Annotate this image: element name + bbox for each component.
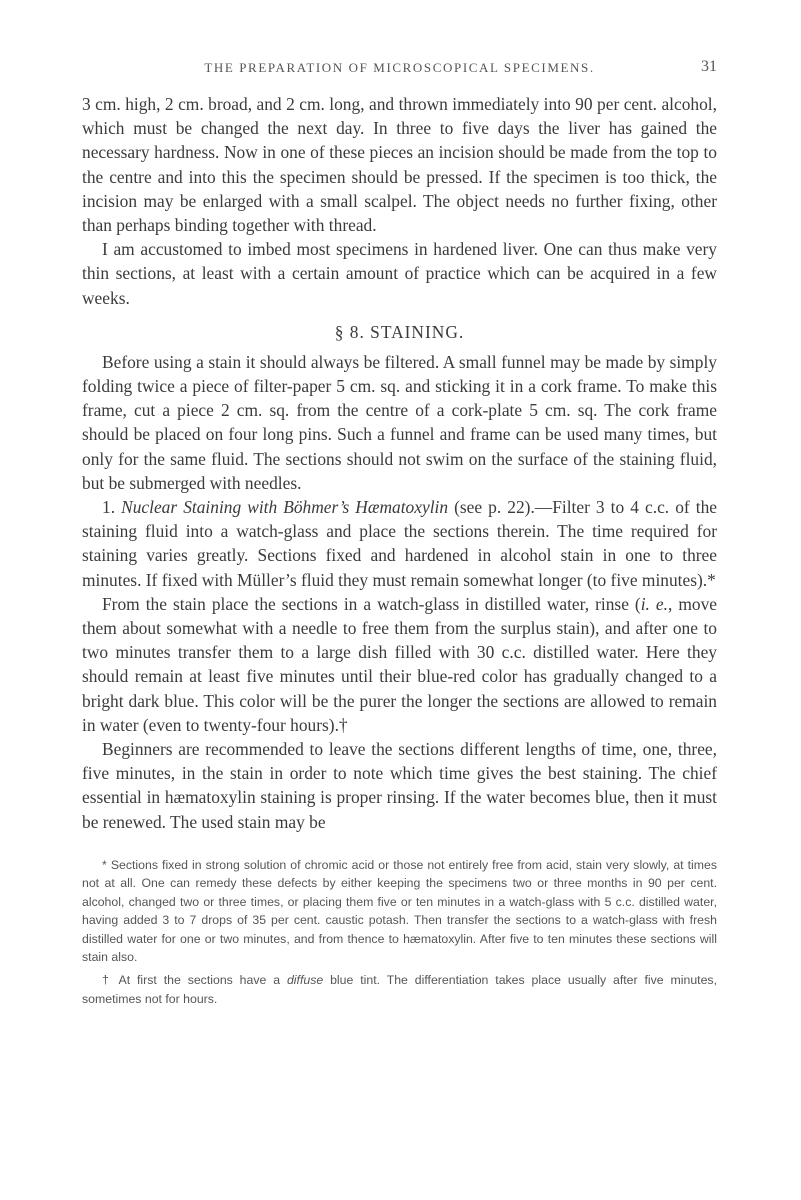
rinsing-text-b: , move them about somewhat with a needle to free them from the surplus stain), and after one to two minutes transfer them to a large dish filled with 30 c.c. distilled water. Here they should remain at least five minutes until their blue-red color has gradually changed to a bright dark blue. This color will be the purer the longer the sections are allowed to remain in water (even to twenty-four hours).† [82,593,717,735]
paragraph-nuclear-staining [82,495,717,592]
footnote-emphasis: diffuse [286,973,324,988]
footnotes [82,856,717,1013]
paragraph-rinsing [82,592,717,737]
footnote-dagger-text-a: † At first the sections have a [102,973,281,988]
item-number: 1. [102,497,116,518]
paragraph-imbedding: I am accustomed to imbed most specimens in hardened liver. One can thus make very thin sections, at least with a certain amount of practice which can be acquired in a few weeks. [82,239,717,308]
item-title: Nuclear Staining with Böhmer’s Hæmatoxylin [121,497,449,518]
footnote-dagger-text-b: blue tint. The differentiation takes place usually after five minutes, sometimes not for hours. [82,973,717,1006]
paragraph-continued: 3 cm. high, 2 cm. broad, and 2 cm. long, and thrown immediately into 90 per cent. alcohol, which must be changed the next day. In three to five days the liver has gained the necessary hardness. Now in one of these pieces an incision should be made from the top to the centre and into this the specimen should be pressed. If the specimen is too thick, the incision may be enlarged with a small scalpel. The object needs no further fixing, other than perhaps binding together with thread. [82,94,717,236]
rinsing-text-a: From the stain place the sections in a watch-glass in distilled water, rinse ( [102,593,641,614]
footnote-dagger [82,971,717,1008]
paragraph-filtering: Before using a stain it should always be filtered. A small funnel may be made by simply folding twice a piece of filter-paper 5 cm. sq. and sticking it in a cork frame. To make this frame, cut a piece 2 cm. sq. from the centre of a cork-plate 5 cm. sq. The cork frame should be placed on four long pins. Such a funnel and frame can be used many times, but only for the same fluid. The sections should not swim on the surface of the staining fluid, but be submerged with needles. [82,351,717,493]
abbrev-ie: i. e. [640,593,668,614]
item-text: (see p. 22).—Filter 3 to 4 c.c. of the staining fluid into a watch-glass and place the sections therein. The time required for staining varies greatly. Sections fixed and hardened in alcohol stain in one to three minutes. If fixed with Müller’s fluid they must remain somewhat longer (to five minutes).* [82,497,717,590]
section-heading: § 8. STAINING. [334,321,465,342]
page-number: 31 [701,58,717,75]
running-head [82,60,717,82]
footnote-asterisk: * Sections fixed in strong solution of chromic acid or those not entirely free from acid, stain very slowly, at times not at all. One can remedy these defects by either keeping the specimens two or three months in 90 per cent. alcohol, changed two or three times, or placing them five or ten minutes in a watch-glass with 5 c.c. distilled water, having added 3 to 7 drops of 35 per cent. caustic potash. Then transfer the sections to a watch-glass with fresh distilled water for one or two minutes, and from thence to hæmatoxylin. After five to ten minutes these sections will stain also. [82,858,717,965]
body-text [82,92,717,834]
running-title: THE PREPARATION OF MICROSCOPICAL SPECIMENS. [204,60,595,75]
paragraph-beginners: Beginners are recommended to leave the sections different lengths of time, one, three, five minutes, in the stain in order to note which time gives the best staining. The chief essential in hæmatoxylin staining is proper rinsing. If the water becomes blue, then it must be renewed. The used stain may be [82,739,717,832]
